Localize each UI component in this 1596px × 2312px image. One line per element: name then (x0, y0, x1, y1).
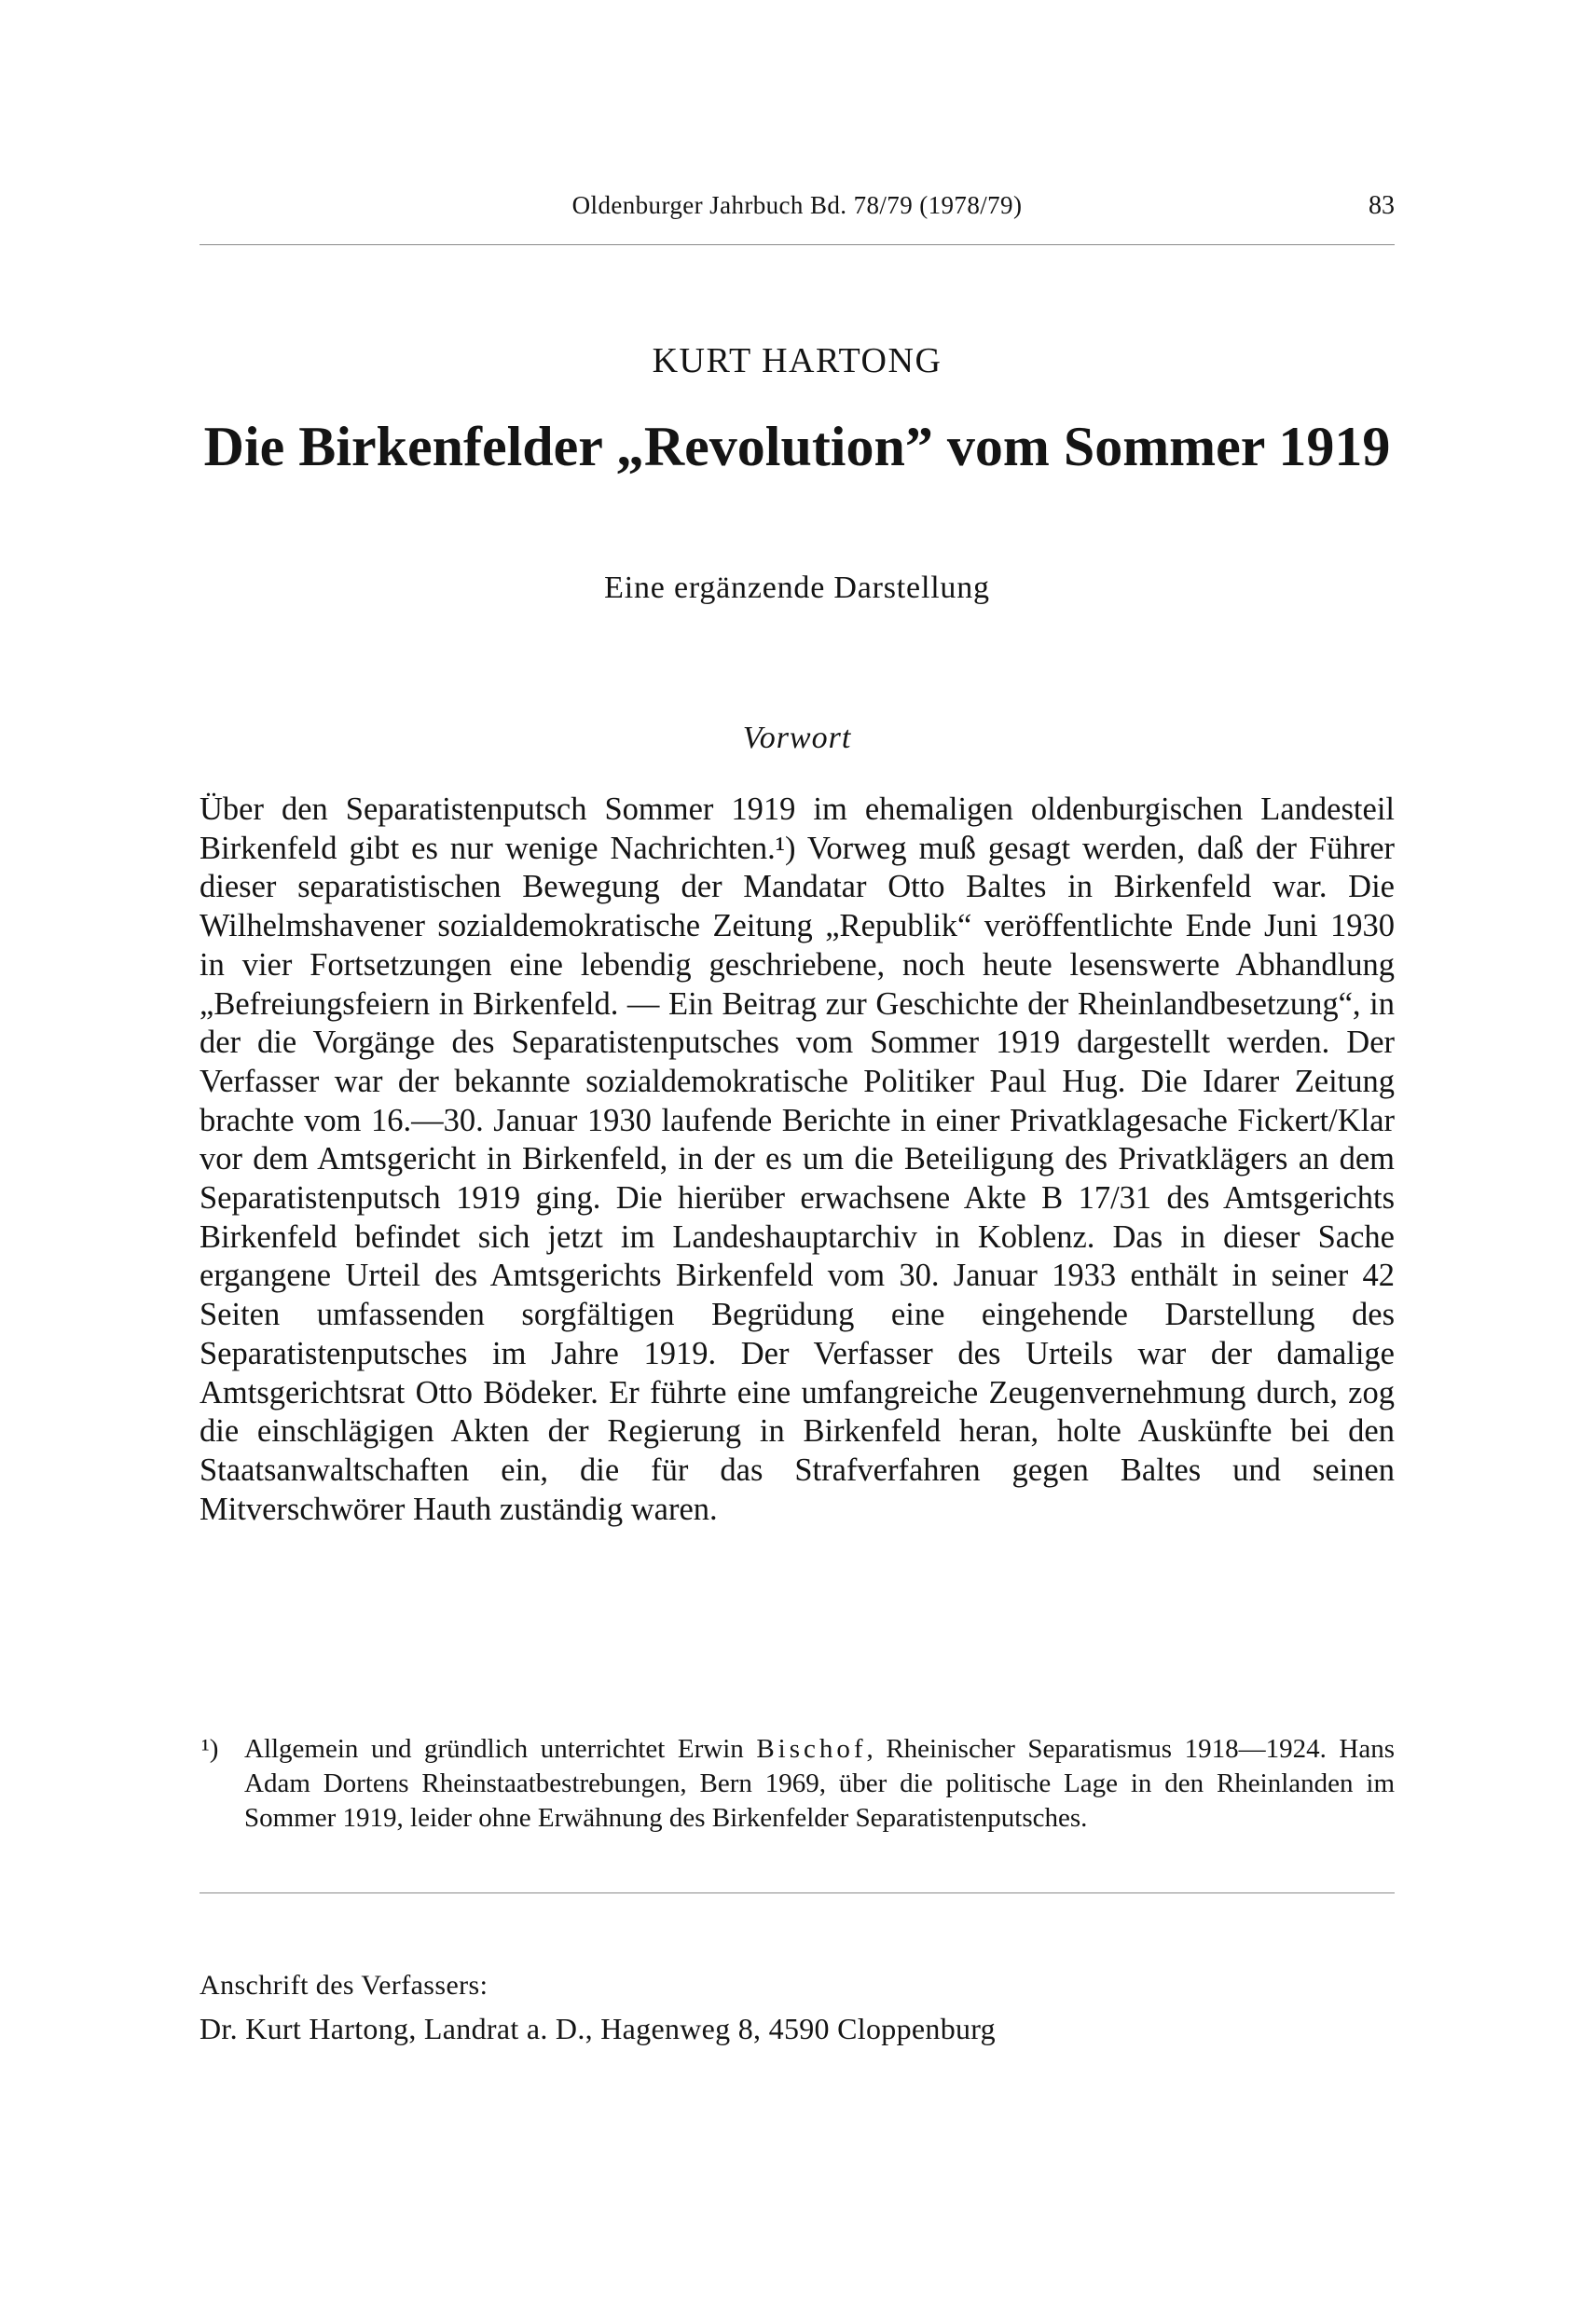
article-title-text: Die Birkenfelder „Revolution” vom Sommer 1919 (203, 416, 1391, 477)
section-heading: Vorwort (742, 721, 852, 755)
address-value: Dr. Kurt Hartong, Landrat a. D., Hagenweg 8, 4590 Cloppenburg (200, 2012, 996, 2045)
article-author: KURT HARTONG (652, 341, 942, 380)
article-title (200, 410, 1395, 483)
address-rule (200, 1892, 1395, 1893)
header-rule (200, 244, 1395, 245)
article-subtitle: Eine ergänzende Darstellung (604, 571, 990, 605)
page-header (200, 191, 1395, 232)
footnote-author-name: Bischof (756, 1734, 867, 1764)
footnote-text-before: Allgemein und gründlich unterrichtet Erwin (244, 1734, 757, 1764)
footnote (201, 1732, 1395, 1836)
page-number: 83 (1369, 191, 1395, 220)
footnote-marker: ¹) (201, 1734, 219, 1764)
footnote-text-after: , Rheinischer Separatismus 1918—1924. Hans Adam Dortens Rheinstaatbestrebungen, Bern 1969, über die politische Lage in den Rheinlanden im Sommer 1919, leider ohne Erwähnung des Birkenfelder Separatistenputsches. (244, 1734, 1395, 1833)
running-head: Oldenburger Jahrbuch Bd. 78/79 (1978/79) (571, 191, 1023, 219)
body-paragraph: Über den Separatistenputsch Sommer 1919 im ehemaligen oldenburgischen Landesteil Birkenfeld gibt es nur wenige Nachrichten.¹) Vorweg muß gesagt werden, daß der Führer dieser separatistischen Bewegung der Mandatar Otto Baltes in Birkenfeld war. Die Wilhelmshavener sozialdemokratische Zeitung „Republik“ veröffentlichte Ende Juni 1930 in vier Fortsetzungen eine lebendig geschriebene, noch heute lesenswerte Abhandlung „Befreiungsfeiern in Birkenfeld. — Ein Beitrag zur Geschichte der Rheinlandbesetzung“, in der die Vorgänge des Separatistenputsches vom Sommer 1919 dargestellt werden. Der Verfasser war der bekannte sozialdemokratische Politiker Paul Hug. Die Idarer Zeitung brachte vom 16.—30. Januar 1930 laufende Berichte in einer Privatklagesache Fickert/Klar vor dem Amtsgericht in Birkenfeld, in der es um die Beteiligung des Privatklägers an dem Separatistenputsch 1919 ging. Die hierüber erwachsene Akte B 17/31 des Amtsgerichts Birkenfeld befindet sich jetzt im Landeshauptarchiv in Koblenz. Das in dieser Sache ergangene Urteil des Amtsgerichts Birkenfeld vom 30. Januar 1933 enthält in seiner 42 Seiten umfassenden sorgfältigen Begrüdung eine eingehende Darstellung des Separatistenputsches im Jahre 1919. Der Verfasser des Urteils war der damalige Amtsgerichtsrat Otto Bödeker. Er führte eine umfangreiche Zeugenvernehmung durch, zog die einschlägigen Akten der Regierung in Birkenfeld heran, holte Auskünfte bei den Staatsanwaltschaften ein, die für das Strafverfahren gegen Baltes und seinen Mitverschwörer Hauth zuständig waren. (200, 791, 1395, 1527)
address-label: Anschrift des Verfassers: (200, 1970, 488, 2001)
